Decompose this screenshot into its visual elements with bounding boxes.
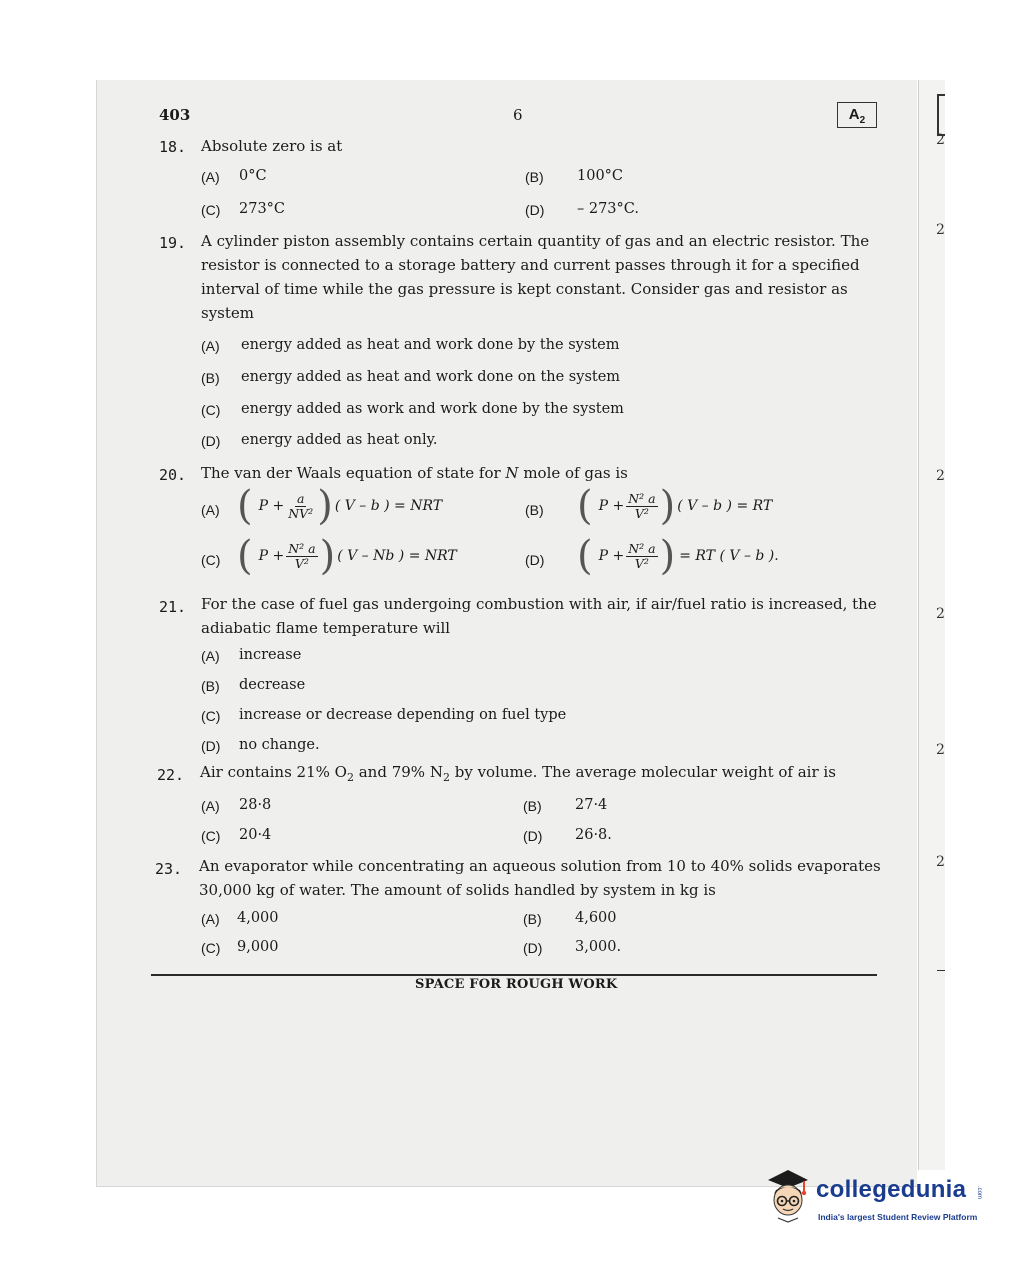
question-text (200, 760, 836, 790)
question-text-part: The van der Waals equation of state for (201, 464, 506, 482)
equation-term: P + (598, 548, 625, 564)
question-number: 20. (159, 466, 187, 484)
paren-open: ( (237, 533, 253, 579)
paren-close: ) (659, 533, 676, 579)
option-text: decrease (239, 677, 306, 693)
option-label: (A) (201, 338, 220, 354)
option-text: energy added as heat and work done on the system (241, 369, 621, 385)
question-text: A cylinder piston assembly contains certain quantity of gas and an electric resistor. The resistor is connected to a storage battery and current passes through it for a specified interval of time while the gas pressure is kept constant. Consider gas and resistor as system (201, 232, 870, 322)
equation-term: P + (258, 498, 285, 514)
fraction-numerator: a (296, 490, 305, 506)
question-number: 18. (159, 138, 187, 156)
paren-close: ) (317, 483, 333, 529)
paper-code: 403 (159, 106, 191, 124)
option-text: 26·8. (575, 827, 612, 843)
adjacent-mark: 2 (936, 132, 945, 148)
option-text: 27·4 (575, 797, 608, 813)
collegedunia-watermark (762, 1164, 992, 1234)
paren-close: ) (659, 483, 676, 529)
option-label: (D) (201, 433, 221, 449)
question-text-part: and 79% N (353, 763, 443, 781)
adjacent-mark: 2 (936, 222, 945, 238)
question-number: 21. (159, 598, 187, 616)
adjacent-page-box (937, 94, 945, 136)
brand-name: collegedunia (816, 1176, 967, 1203)
equation-option-b (577, 483, 773, 529)
option-text: energy added as heat only. (241, 432, 438, 448)
equation-option-d (577, 533, 779, 579)
option-text: energy added as heat and work done by the system (241, 337, 620, 353)
equation-term: ( V – Nb ) = NRT (337, 548, 457, 564)
option-label: (D) (523, 940, 543, 956)
fraction-denominator: V² (634, 505, 649, 521)
brand-domain: .com (976, 1186, 982, 1200)
option-text: 20·4 (239, 827, 272, 843)
question-text: Absolute zero is at (201, 137, 343, 155)
option-text: 3,000. (575, 939, 622, 955)
exam-page (96, 80, 917, 1187)
option-label: (C) (201, 552, 221, 568)
rough-work-divider (151, 974, 877, 976)
question-text (201, 461, 628, 485)
paren-close: ) (319, 533, 336, 579)
option-label: (A) (201, 648, 220, 664)
question-variable: N (505, 464, 519, 482)
subscript: 2 (346, 771, 354, 784)
option-label: (D) (523, 828, 543, 844)
question-number: 23. (155, 860, 183, 878)
option-label: (A) (201, 798, 220, 814)
option-text: no change. (239, 737, 320, 753)
series-letter: A (848, 106, 860, 123)
option-label: (A) (201, 169, 220, 185)
option-text: energy added as work and work done by the system (241, 401, 624, 417)
question-number: 19. (159, 234, 187, 252)
equation-fraction (286, 542, 317, 571)
option-label: (A) (201, 911, 220, 927)
option-label: (B) (523, 911, 542, 927)
option-label: (C) (201, 940, 221, 956)
equation-fraction (626, 542, 657, 571)
equation-option-a (237, 483, 443, 529)
fraction-numerator: N² a (288, 540, 316, 556)
page-number: 6 (513, 106, 523, 124)
adjacent-mark: 2 (936, 742, 945, 758)
fraction-denominator: V² (294, 555, 309, 571)
fraction-denominator: V² (634, 555, 649, 571)
equation-fraction (626, 492, 657, 521)
option-text: – 273°C. (577, 201, 639, 217)
option-text: 100°C (577, 168, 624, 184)
equation-term: = RT ( V – b ). (679, 548, 779, 564)
series-box (837, 102, 877, 128)
paren-open: ( (577, 533, 593, 579)
question-text: An evaporator while concentrating an aqueous solution from 10 to 40% solids evaporates 30,000 kg of water. The amount of solids handled by system in kg is (199, 857, 881, 899)
fraction-denominator: NV² (288, 505, 314, 521)
option-text: 9,000 (237, 939, 279, 955)
option-text: increase (239, 647, 302, 663)
option-text: 0°C (239, 168, 267, 184)
option-text: 4,000 (237, 910, 279, 926)
option-text: 28·8 (239, 797, 272, 813)
option-text: increase or decrease depending on fuel type (239, 707, 567, 723)
question-text-part: mole of gas is (518, 464, 628, 482)
option-label: (C) (201, 202, 221, 218)
question-text-part: by volume. The average molecular weight of air is (449, 763, 836, 781)
option-label: (B) (523, 798, 542, 814)
equation-term: ( V – b ) = NRT (334, 498, 443, 514)
equation-term: P + (258, 548, 285, 564)
equation-fraction (286, 492, 315, 521)
option-label: (C) (201, 402, 221, 418)
adjacent-mark: 2 (936, 854, 945, 870)
option-label: (B) (201, 678, 220, 694)
option-label: (D) (201, 738, 221, 754)
equation-term: ( V – b ) = RT (677, 498, 773, 514)
question-text: For the case of fuel gas undergoing combustion with air, if air/fuel ratio is increased, the adiabatic flame temperature will (201, 595, 877, 637)
option-label: (B) (525, 169, 544, 185)
rough-work-label: SPACE FOR ROUGH WORK (415, 977, 618, 992)
student-mascot-icon (762, 1164, 814, 1226)
equation-term: P + (598, 498, 625, 514)
series-subscript: 2 (859, 115, 866, 126)
paren-open: ( (577, 483, 593, 529)
question-text-part: Air contains 21% O (200, 763, 347, 781)
option-text: 4,600 (575, 910, 617, 926)
equation-option-c (237, 533, 457, 579)
option-text: 273°C (239, 201, 286, 217)
subscript: 2 (442, 771, 450, 784)
option-label: (D) (525, 202, 545, 218)
option-label: (D) (525, 552, 545, 568)
adjacent-mark: 2 (936, 606, 945, 622)
option-label: (C) (201, 708, 221, 724)
option-label: (B) (525, 502, 544, 518)
fraction-numerator: N² a (628, 490, 656, 506)
adjacent-rule (937, 970, 945, 971)
question-number: 22. (157, 766, 185, 784)
adjacent-page-edge (918, 80, 945, 1170)
option-label: (C) (201, 828, 221, 844)
adjacent-mark: 2 (936, 468, 945, 484)
brand-tagline: India's largest Student Review Platform (818, 1212, 978, 1222)
paren-open: ( (237, 483, 253, 529)
option-label: (A) (201, 502, 220, 518)
fraction-numerator: N² a (628, 540, 656, 556)
option-label: (B) (201, 370, 220, 386)
